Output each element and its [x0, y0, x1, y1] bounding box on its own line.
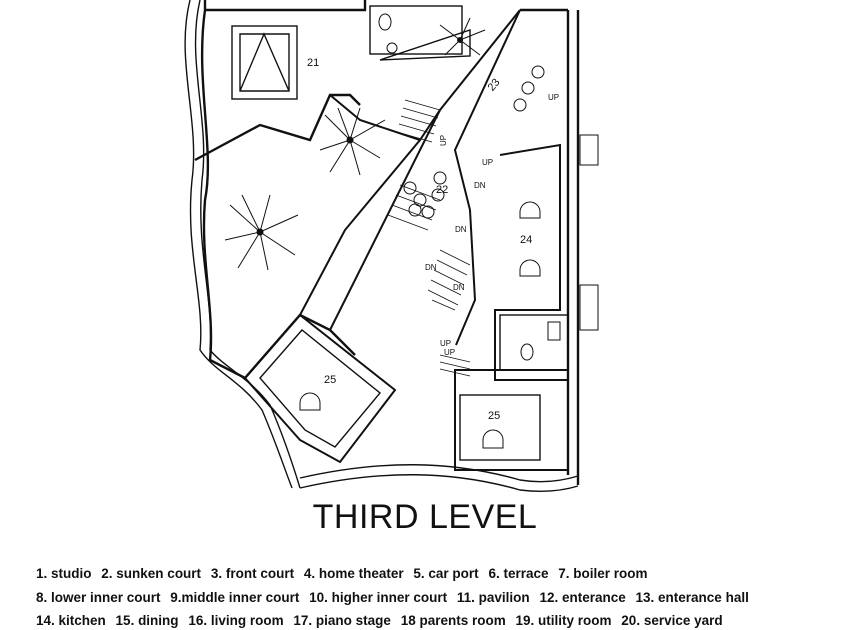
stair-up-2: UP [439, 134, 448, 146]
legend-item: 8. lower inner court [36, 590, 161, 605]
legend-item: 4. home theater [303, 566, 404, 581]
legend-item: 15. dining [115, 613, 179, 628]
room-label-22: 22 [436, 184, 449, 196]
legend-row-3 [36, 613, 729, 628]
room-label-21: 21 [307, 57, 320, 69]
exterior-boundary-left [185, 0, 292, 488]
legend-item: 10. higher inner court [309, 590, 448, 605]
stair-dn-4: DN [453, 283, 465, 292]
legend-item: 5. car port [413, 566, 479, 581]
room-label-25-left: 25 [324, 374, 337, 386]
stair-up-4: UP [440, 339, 452, 348]
exterior-boundary-bottom-inner [300, 465, 578, 482]
room-25-left-inner [260, 330, 380, 447]
stair-up-5: UP [444, 348, 456, 357]
legend-item: 20. service yard [621, 613, 723, 628]
legend-row-2 [36, 590, 755, 605]
room-label-24: 24 [520, 234, 533, 246]
legend-item: 16. living room [188, 613, 284, 628]
legend-item: 13. enterance hall [635, 590, 749, 605]
bath-right [500, 315, 568, 370]
legend-item: 18 parents room [400, 613, 506, 628]
legend-item: 1. studio [36, 566, 92, 581]
room-label-23: 23 [485, 76, 503, 94]
legend-item: 9.middle inner court [170, 590, 300, 605]
legend-item: 3. front court [210, 566, 295, 581]
legend-item: 19. utility room [515, 613, 612, 628]
room-25-right-inner [460, 395, 540, 460]
room-25-right [455, 370, 568, 470]
stair-dn-3: DN [425, 263, 437, 272]
stair-dn-1: DN [474, 181, 486, 190]
room-label-25-right: 25 [488, 410, 501, 422]
inner-wall-east [495, 145, 568, 380]
building-outline [195, 0, 365, 378]
legend-item: 7. boiler room [558, 566, 648, 581]
room-21-roof [240, 34, 289, 91]
legend-row-1 [36, 566, 654, 581]
room-25-left [245, 315, 395, 462]
legend-item: 2. sunken court [101, 566, 202, 581]
stair-hatching [388, 100, 470, 376]
legend-item: 12. enterance [539, 590, 626, 605]
exterior-boundary-bottom [300, 475, 578, 491]
diagonal-wall-long [300, 110, 440, 330]
legend-item: 14. kitchen [36, 613, 106, 628]
legend-item: 11. pavilion [456, 590, 530, 605]
diagonal-wall-east [455, 10, 520, 345]
right-wall [568, 10, 578, 485]
diagonal-wall-main [330, 10, 520, 140]
toilet-fixtures [300, 14, 560, 448]
drawing-title: THIRD LEVEL [312, 498, 538, 536]
stair-dn-2: DN [455, 225, 467, 234]
legend-item: 17. piano stage [293, 613, 391, 628]
stair-up-3: UP [482, 158, 494, 167]
wc-top-wedge [380, 30, 470, 60]
stair-up-1: UP [548, 93, 560, 102]
legend-item: 6. terrace [488, 566, 549, 581]
side-terraces [580, 135, 598, 330]
